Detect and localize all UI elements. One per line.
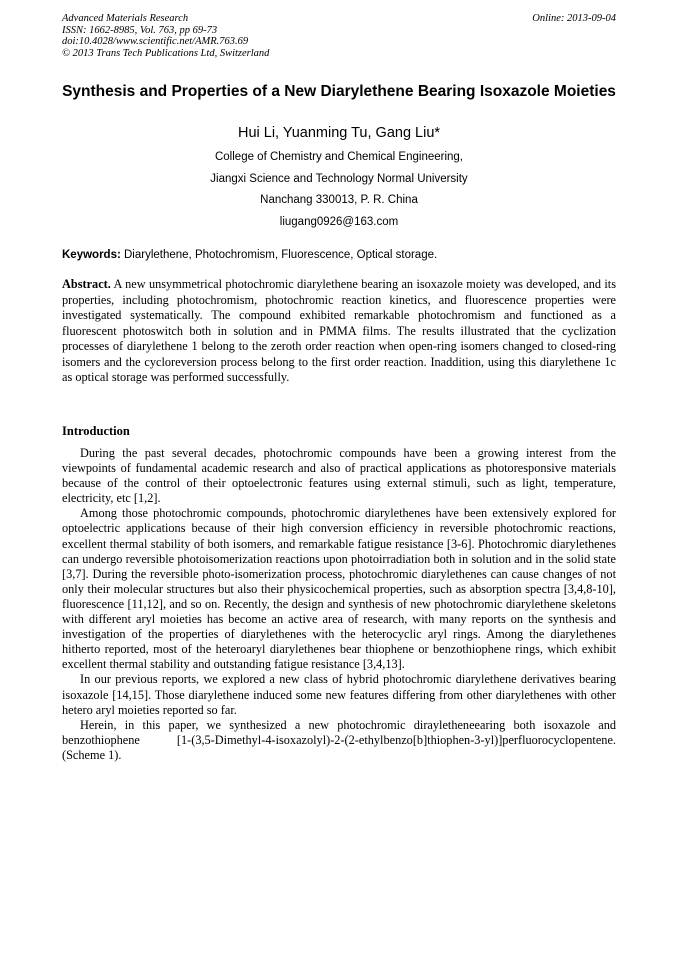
issn-line: ISSN: 1662-8985, Vol. 763, pp 69-73 <box>62 24 218 36</box>
intro-paragraph: During the past several decades, photochromic compounds have been a growing interest from the viewpoints of fundamental academic research and also of practical applications as photoresponsive materials because of the control of their optoelectronic features using external stimuli, such as light, temperature, electricity, etc [1,2]. <box>62 446 616 506</box>
author-email: liugang0926@163.com <box>279 215 399 228</box>
introduction-body <box>62 446 616 763</box>
keywords-label: Keywords: <box>62 249 121 261</box>
affiliation-college: College of Chemistry and Chemical Engineering, <box>214 151 463 163</box>
keywords-line <box>62 248 616 263</box>
online-date: Online: 2013-09-04 <box>532 13 616 24</box>
journal-name: Advanced Materials Research <box>62 13 189 24</box>
doi-line: doi:10.4028/www.scientific.net/AMR.763.69 <box>62 36 249 48</box>
author-list: Hui Li, Yuanming Tu, Gang Liu* <box>237 125 441 141</box>
abstract-text: A new unsymmetrical photochromic diarylethene bearing an isoxazole moiety was developed, and its properties, including photochromism, photochromic reaction kinetics, and fluorescence properties were investigated systematically. The compound exhibited remarkable photochromism and functioned as a fluorescent photoswitch both in solution and in PMMA films. The results illustrated that the cyclization processes of diarylethene 1 belong to the zeroth order reaction when open-ring isomers changed to closed-ring isomers and the cycloreversion process belong to the first order reaction. Inaddition, using this diarylethene 1c as optical storage was performed successfully. <box>62 277 616 384</box>
journal-header <box>62 13 616 59</box>
affiliation-block <box>62 149 616 235</box>
introduction-heading: Introduction <box>62 424 130 438</box>
intro-paragraph: In our previous reports, we explored a new class of hybrid photochromic diarylethene derivatives bearing isoxazole [14,15]. Those diarylethene induced some new features differing from other diarylethenes with other hetero aryl moieties reported so far. <box>62 672 616 717</box>
affiliation-address: Nanchang 330013, P. R. China <box>260 194 418 206</box>
keywords-text: Diarylethene, Photochromism, Fluorescence, Optical storage. <box>120 249 438 261</box>
intro-paragraph: Herein, in this paper, we synthesized a new photochromic dirayletheneearing both isoxazole and benzothiophene [1-(3,5-Dimethyl-4-isoxazolyl)-2-(2-ethylbenzo[b]thiophen-3-yl)]perfluorocyclopentene. (Scheme 1). <box>62 717 616 762</box>
paper-title: Synthesis and Properties of a New Diarylethene Bearing Isoxazole Moieties <box>62 83 616 100</box>
copyright-line: © 2013 Trans Tech Publications Ltd, Switzerland <box>62 47 270 59</box>
intro-paragraph: Among those photochromic compounds, photochromic diarylethenes have been extensively explored for optoelectric applications because of their high conversion efficiency in reversible photochromic reactions, excellent thermal stability of both isomers, and remarkable fatigue resistance [3-6]. Photochromic diarylethenes can undergo reversible photoisomerization reactions upon photoirradiation both in solution and in the solid state [3,7]. During the reversible photo-isomerization process, photochromic diarylethenes can cause changes of not only their molecular structures but also their physicochemical properties, such as absorption spectra [3,4,8-10], fluorescence [11,12], and so on. Recently, the design and synthesis of new photochromic diarylethene skeletons with different aryl moieties has become an active area of research, with many reports on the synthesis and investigation of the properties of diarylethenes with the heterocyclic aryl rings. Among the diarylethenes hitherto reported, most of the heteroaryl diarylethenes bear thiophene or benzothiophene rings, which exhibit excellent thermal stability and outstanding fatigue resistance [3,4,13]. <box>62 506 616 672</box>
abstract-label: Abstract. <box>62 277 111 291</box>
abstract-block <box>62 277 616 386</box>
affiliation-university: Jiangxi Science and Technology Normal University <box>210 172 468 185</box>
